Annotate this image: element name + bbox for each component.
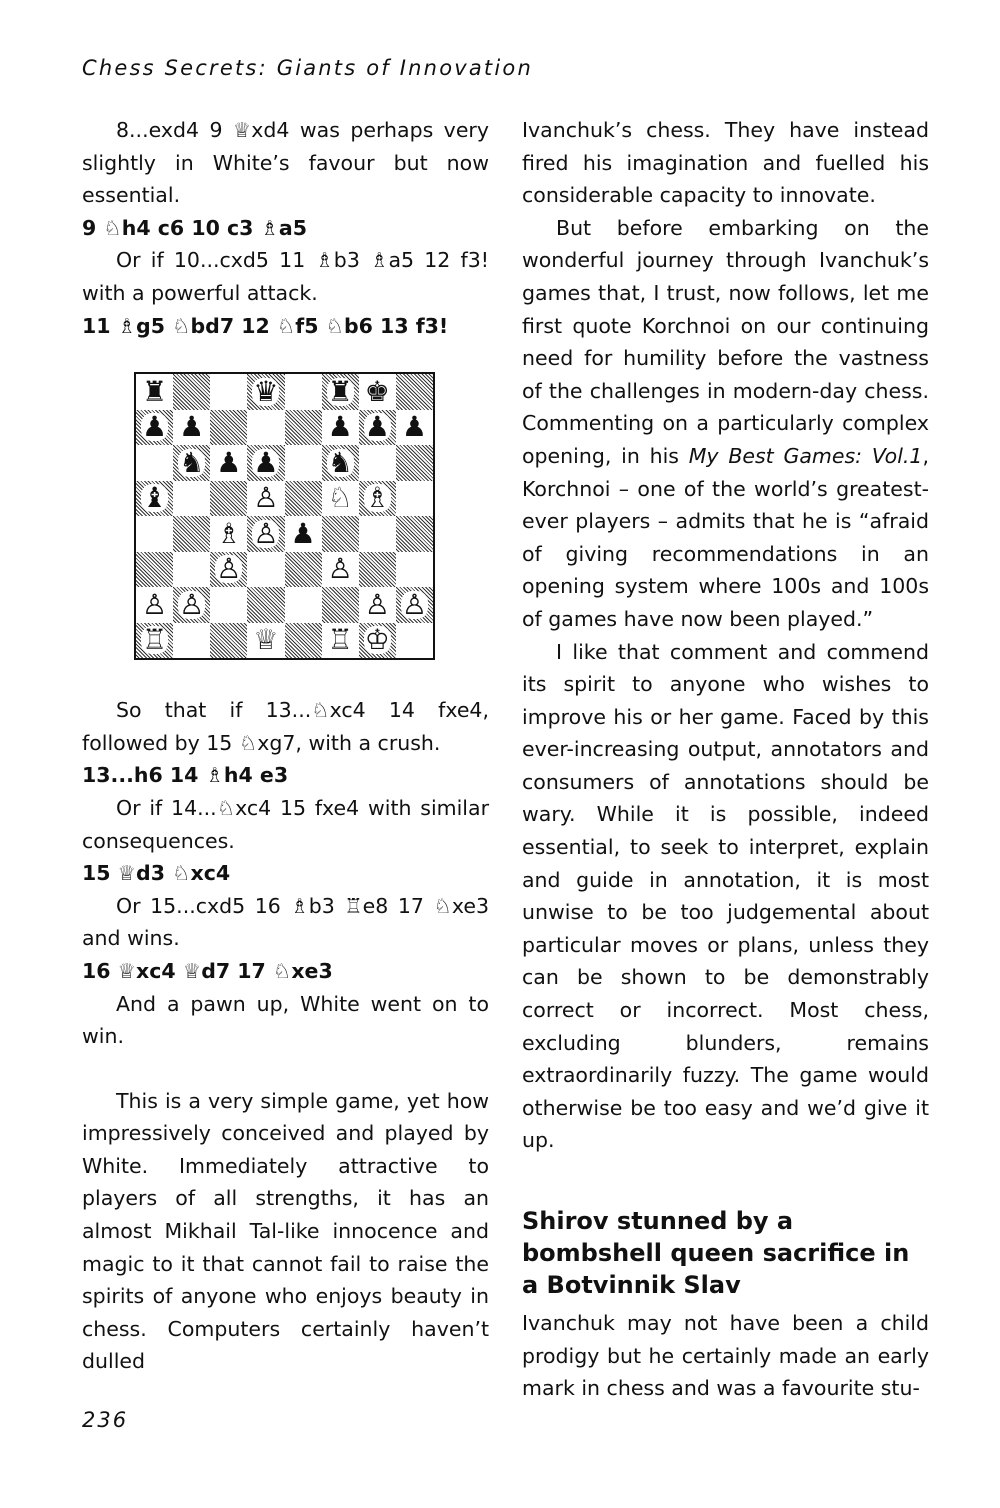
board-square: [247, 516, 284, 552]
board-square: [136, 445, 173, 481]
board-square: [359, 516, 396, 552]
chess-board: [134, 372, 435, 660]
board-square: [396, 516, 433, 552]
board-square: [396, 552, 433, 588]
chess-piece-icon: ♟: [364, 410, 390, 444]
board-square: [322, 623, 359, 659]
chess-piece-icon: ♙: [364, 587, 390, 621]
board-square: [396, 374, 433, 410]
board-square: [322, 516, 359, 552]
board-square: [285, 516, 322, 552]
chess-piece-icon: ♙: [216, 552, 242, 586]
board-square: [136, 587, 173, 623]
chess-piece-icon: ♛: [253, 374, 279, 408]
paragraph: Or if 10...cxd5 11 ♗b3 ♗a5 12 f3! with a powerful attack.: [82, 248, 489, 305]
board-square: [285, 623, 322, 659]
paragraph: So that if 13...♘xc4 14 fxe4, followed by 15 ♘xg7, with a crush.: [82, 698, 489, 755]
board-square: [210, 374, 247, 410]
chess-piece-icon: ♙: [401, 587, 427, 621]
left-column: [82, 114, 489, 1378]
paragraph: Ivanchuk’s chess. They have instead fired his imagination and fuelled his considerable capacity to innovate.: [522, 118, 929, 208]
chess-piece-icon: ♔: [364, 623, 390, 657]
chess-piece-icon: ♖: [142, 623, 168, 657]
paragraph: Or if 14...♘xc4 15 fxe4 with similar consequences.: [82, 795, 489, 853]
board-square: [247, 623, 284, 659]
board-square: [136, 410, 173, 446]
chess-piece-icon: ♙: [253, 516, 279, 550]
board-square: [247, 410, 284, 446]
board-square: [136, 623, 173, 659]
chess-piece-icon: ♟: [179, 410, 205, 444]
paragraph-text: , Korchnoi – one of the world’s greatest-ever players – admits that he is “afraid of giving recommendations in an opening system where 100s and 100s of games have now been played.”: [522, 443, 929, 631]
chess-piece-icon: ♗: [216, 516, 242, 550]
board-square: [210, 552, 247, 588]
board-square: [396, 445, 433, 481]
board-square: [173, 587, 210, 623]
move-line: 13...h6 14 ♗h4 e3: [82, 763, 289, 788]
chess-piece-icon: ♜: [142, 374, 168, 408]
board-square: [210, 445, 247, 481]
board-square: [136, 552, 173, 588]
chess-piece-icon: ♞: [327, 445, 353, 479]
board-square: [136, 516, 173, 552]
right-column: [522, 114, 929, 1405]
chess-piece-icon: ♘: [327, 481, 353, 515]
board-square: [396, 481, 433, 517]
board-square: [322, 481, 359, 517]
chess-piece-icon: ♙: [253, 481, 279, 515]
chess-piece-icon: ♙: [142, 587, 168, 621]
board-square: [247, 552, 284, 588]
paragraph: 8...exd4 9 ♕xd4 was perhaps very slightly in White’s favour but now essential.: [82, 118, 489, 208]
running-head: Chess Secrets: Giants of Innovation: [82, 56, 533, 80]
board-square: [285, 481, 322, 517]
chess-piece-icon: ♟: [216, 445, 242, 479]
board-square: [359, 445, 396, 481]
board-square: [359, 374, 396, 410]
board-square: [136, 481, 173, 517]
board-square: [359, 552, 396, 588]
paragraph: Or 15...cxd5 16 ♗b3 ♖e8 17 ♘xe3 and wins.: [82, 893, 489, 951]
board-square: [210, 587, 247, 623]
board-square: [359, 481, 396, 517]
board-square: [173, 410, 210, 446]
chess-piece-icon: ♖: [327, 623, 353, 657]
chess-piece-icon: ♕: [253, 623, 279, 657]
board-square: [322, 445, 359, 481]
paragraph: Ivanchuk may not have been a child prodigy but he certainly made an early mark in chess and was a favourite stu-: [522, 1311, 929, 1401]
page-number: 236: [82, 1408, 129, 1432]
section-heading: Shirov stunned by a bombshell queen sacrifice in a Botvinnik Slav: [522, 1207, 910, 1299]
board-square: [210, 623, 247, 659]
board-square: [285, 552, 322, 588]
board-square: [359, 410, 396, 446]
board-square: [210, 481, 247, 517]
board-square: [247, 481, 284, 517]
board-square: [285, 587, 322, 623]
move-line: 16 ♕xc4 ♕d7 17 ♘xe3: [82, 958, 333, 983]
chess-piece-icon: ♟: [401, 410, 427, 444]
book-title: My Best Games: Vol.1: [688, 443, 923, 468]
board-square: [210, 516, 247, 552]
board-square: [173, 516, 210, 552]
paragraph-text: But before embarking on the wonderful journey through Ivanchuk’s games that, I trust, now follows, let me first quote Korchnoi on our continuing need for humility before the vastness of the challenges in modern-day chess. Commenting on a particularly complex opening, in his: [522, 215, 929, 468]
chess-piece-icon: ♞: [179, 445, 205, 479]
chess-piece-icon: ♗: [364, 481, 390, 515]
chess-piece-icon: ♟: [327, 410, 353, 444]
board-square: [396, 623, 433, 659]
chess-piece-icon: ♙: [179, 587, 205, 621]
chess-piece-icon: ♜: [327, 374, 353, 408]
chess-piece-icon: ♙: [327, 552, 353, 586]
chess-piece-icon: ♚: [364, 374, 390, 408]
chess-piece-icon: ♟: [290, 516, 316, 550]
paragraph: This is a very simple game, yet how impressively conceived and played by White. Immediately attractive to players of all strengths, it has an almost Mikhail Tal-like innocence and magic to it that cannot fail to raise the spirits of anyone who enjoys beauty in chess. Computers certainly haven’t dulled: [82, 1088, 489, 1374]
paragraph: [522, 212, 929, 636]
move-line: 11 ♗g5 ♘bd7 12 ♘f5 ♘b6 13 f3!: [82, 313, 449, 338]
board-square: [173, 552, 210, 588]
board-square: [173, 481, 210, 517]
move-line: 9 ♘h4 c6 10 c3 ♗a5: [82, 215, 308, 240]
board-square: [247, 587, 284, 623]
board-square: [247, 445, 284, 481]
board-square: [359, 587, 396, 623]
chess-diagram: [134, 372, 435, 660]
board-square: [322, 410, 359, 446]
chess-piece-icon: ♟: [253, 445, 279, 479]
board-square: [322, 552, 359, 588]
board-square: [173, 445, 210, 481]
board-square: [359, 623, 396, 659]
board-square: [247, 374, 284, 410]
chess-piece-icon: ♝: [142, 481, 168, 515]
paragraph: I like that comment and commend its spirit to anyone who wishes to improve his or her game. Faced by this ever-increasing output, annotators and consumers of annotations should be wary. While it is possible, indeed essential, to seek to interpret, explain and guide in annotation, it is most unwise to be too judgemental about particular moves or plans, unless they can be shown to be demonstrably correct or incorrect. Most chess, excluding blunders, remains extraordinarily fuzzy. The game would otherwise be too easy and we’d give it up.: [522, 639, 929, 1153]
board-square: [136, 374, 173, 410]
board-square: [285, 445, 322, 481]
board-square: [210, 410, 247, 446]
board-square: [396, 587, 433, 623]
board-square: [396, 410, 433, 446]
paragraph: And a pawn up, White went on to win.: [82, 991, 489, 1049]
board-square: [322, 587, 359, 623]
move-line: 15 ♕d3 ♘xc4: [82, 861, 231, 886]
board-square: [285, 374, 322, 410]
chess-piece-icon: ♟: [142, 410, 168, 444]
board-square: [285, 410, 322, 446]
board-square: [173, 623, 210, 659]
board-square: [173, 374, 210, 410]
board-square: [322, 374, 359, 410]
